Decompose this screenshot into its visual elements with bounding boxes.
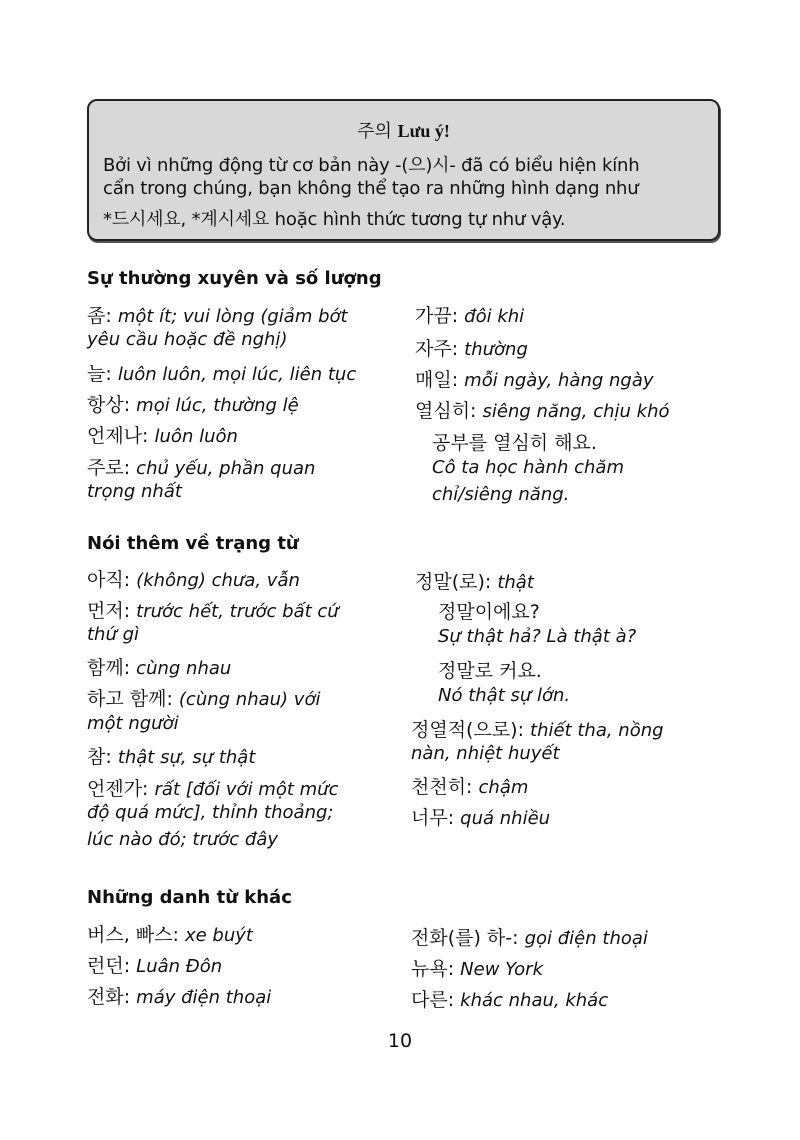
- vocab-entry: độ quá mức], thỉnh thoảng;: [87, 802, 334, 823]
- vocab-entry: lúc nào đó; trước đây: [87, 829, 279, 850]
- vocab-entry: trọng nhất: [87, 481, 182, 502]
- example-korean: 공부를 열심히 해요.: [432, 432, 597, 454]
- vocab-entry: 전화(를) 하-: gọi điện thoại: [411, 927, 648, 949]
- vocab-entry: 런던: Luân Đôn: [87, 955, 223, 977]
- note-line: *드시세요, *계시세요 hoặc hình thức tương tự như vậy.: [103, 209, 566, 230]
- section-heading-adverbs: Nói thêm về trạng từ: [87, 533, 299, 554]
- note-box: [87, 99, 720, 241]
- vocab-entry: 뉴욕: New York: [411, 958, 544, 980]
- example-translation: Cô ta học hành chăm: [432, 457, 624, 478]
- vocab-entry: 함께: cùng nhau: [87, 657, 232, 679]
- vocab-entry: 매일: mỗi ngày, hàng ngày: [415, 369, 654, 391]
- example-translation: Sự thật hả? Là thật à?: [438, 626, 637, 647]
- vocab-entry: 정열적(으로): thiết tha, nồng: [411, 719, 664, 741]
- note-title-korean: 주의: [357, 121, 392, 142]
- vocab-entry: 가끔: đôi khi: [415, 305, 525, 327]
- section-heading-frequency: Sự thường xuyên và số lượng: [87, 268, 382, 289]
- vocab-entry: 열심히: siêng năng, chịu khó: [415, 400, 670, 422]
- note-line: Bởi vì những động từ cơ bản này -(으)시- đã có biểu hiện kính: [103, 155, 640, 176]
- vocab-entry: 버스, 빠스: xe buýt: [87, 924, 253, 946]
- example-korean: 정말로 커요.: [438, 660, 542, 682]
- vocab-entry: thứ gì: [87, 624, 140, 645]
- vocab-entry: 참: thật sự, sự thật: [87, 746, 256, 768]
- vocab-entry: 먼저: trước hết, trước bất cứ: [87, 600, 339, 622]
- vocab-entry: 언제나: luôn luôn: [87, 425, 238, 447]
- vocab-entry: 항상: mọi lúc, thường lệ: [87, 394, 299, 416]
- example-translation: Nó thật sự lớn.: [438, 685, 571, 706]
- example-korean: 정말이에요?: [438, 601, 540, 623]
- section-heading-nouns: Những danh từ khác: [87, 887, 292, 908]
- vocab-entry: 천천히: chậm: [411, 776, 529, 798]
- vocab-entry: 늘: luôn luôn, mọi lúc, liên tục: [87, 363, 357, 385]
- note-title-vietnamese: Lưu ý!: [397, 121, 450, 141]
- vocab-entry: 다른: khác nhau, khác: [411, 989, 609, 1011]
- example-translation: chỉ/siêng năng.: [432, 484, 570, 505]
- page-number: 10: [387, 1030, 413, 1052]
- vocab-entry: 정말(로): thật: [415, 571, 534, 593]
- vocab-entry: 언젠가: rất [đối với một mức: [87, 778, 339, 800]
- note-title: [89, 117, 718, 143]
- vocab-entry: một người: [87, 713, 179, 734]
- vocab-entry: 너무: quá nhiều: [411, 807, 551, 829]
- vocab-entry: 자주: thường: [415, 338, 528, 360]
- vocab-entry: 아직: (không) chưa, vẫn: [87, 569, 300, 591]
- vocab-entry: yêu cầu hoặc đề nghị): [87, 329, 288, 350]
- note-line: cẩn trong chúng, bạn không thể tạo ra những hình dạng như: [103, 178, 639, 199]
- vocab-entry: 전화: máy điện thoại: [87, 986, 272, 1008]
- vocab-entry: 좀: một ít; vui lòng (giảm bớt: [87, 305, 348, 327]
- vocab-entry: 주로: chủ yếu, phần quan: [87, 457, 316, 479]
- vocab-entry: 하고 함께: (cùng nhau) với: [87, 688, 321, 710]
- vocab-entry: nàn, nhiệt huyết: [411, 743, 560, 764]
